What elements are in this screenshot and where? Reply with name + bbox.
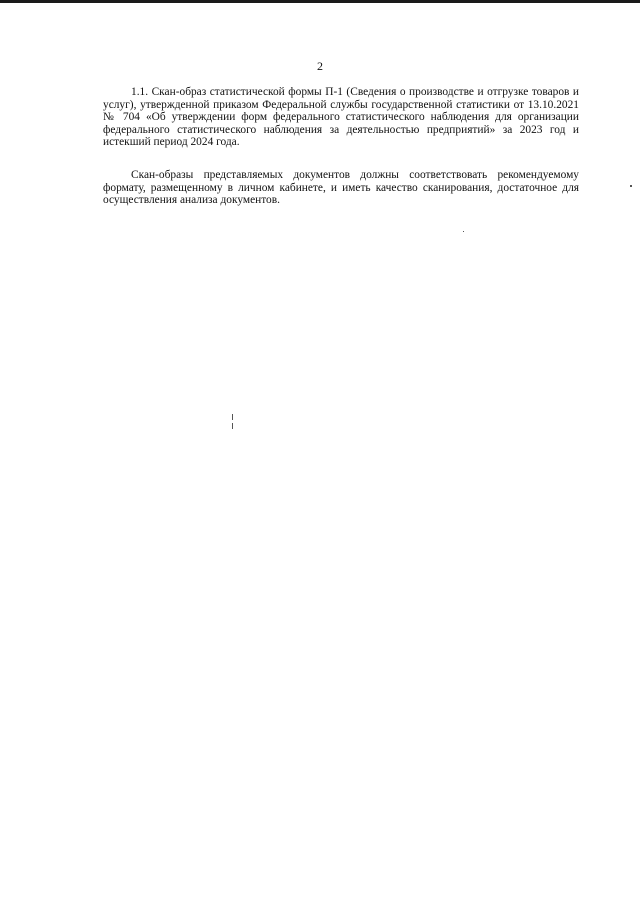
scan-artifact-dot [630,185,632,187]
scan-artifact-dot [463,231,464,232]
scan-artifact-dash [232,414,233,420]
paragraph-scan-form: 1.1. Скан-образ статистической формы П-1 (Сведения о производстве и отгрузке товаров и услуг), утвержденной приказом Федеральной службы государственной статистики от 13.10.2021 № 704 «Об утверждении форм федерального статистического наблюдения для организации федерального статистического наблюдения за деятельностью предприятий» за 2023 год и истекший период 2024 года. [103,86,579,149]
page-number: 2 [317,59,323,73]
paragraph-scan-requirements: Скан-образы представляемых документов должны соответствовать рекомендуемому формату, размещенному в личном кабинете, и иметь качество сканирования, достаточное для осуществления анализа документов. [103,169,579,207]
scan-artifact-dash [232,423,233,429]
scan-top-edge [0,0,640,3]
